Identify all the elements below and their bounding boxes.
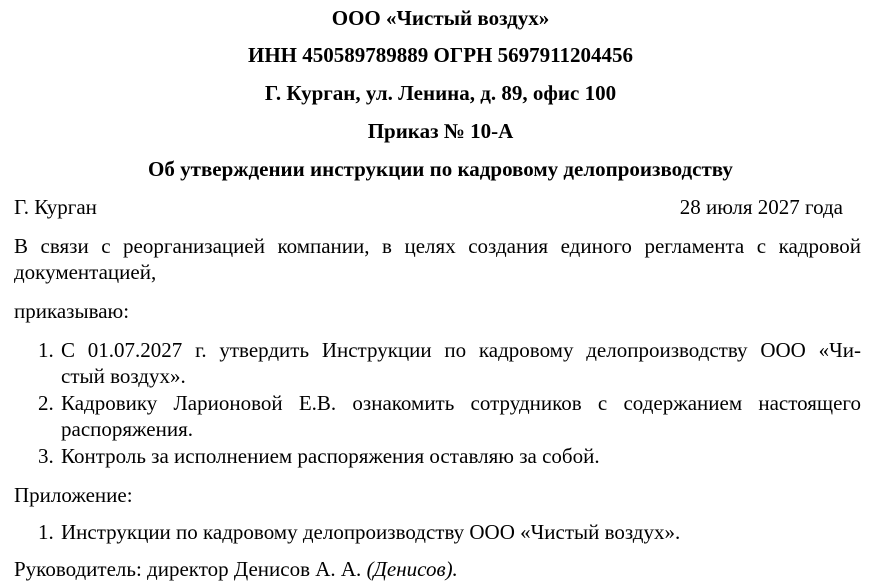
order-date: 28 июля 2027 года	[679, 195, 843, 219]
order-subject: Об утверждении инструкции по кадровому делопроизводству	[148, 157, 733, 181]
appendix-item-text: Инструкции по кадровому делопроизводству ООО «Чистый воздух».	[61, 520, 681, 544]
preamble-line-2: документацией,	[14, 260, 157, 284]
company-address: Г. Курган, ул. Ленина, д. 89, офис 100	[264, 81, 617, 105]
company-registration: ИНН 450589789889 ОГРН 5697911204456	[248, 43, 633, 67]
item-2-line-1: Кадровику Ларионовой Е.В. ознакомить сотрудников с содержанием настоящего	[61, 391, 861, 415]
item-1-line-1: С 01.07.2027 г. утвердить Инструкции по кадровому делопроизводству ООО «Чи-	[61, 338, 861, 362]
item-2-line-2: распоряжения.	[61, 417, 193, 441]
item-number: 3.	[38, 444, 54, 468]
item-number: 2.	[38, 391, 54, 415]
company-name: ООО «Чистый воздух»	[331, 6, 550, 30]
item-3-line-1: Контроль за исполнением распоряжения оставляю за собой.	[61, 444, 600, 468]
order-title: Приказ № 10-А	[367, 119, 514, 143]
signature-label: Руководитель: директор Денисов А. А.	[14, 557, 362, 581]
item-number: 1.	[38, 338, 54, 362]
appendix-item-number: 1.	[38, 520, 54, 544]
order-word: приказываю:	[14, 299, 130, 323]
signature-handwritten: (Денисов).	[366, 557, 458, 581]
signature-line	[14, 556, 458, 582]
order-city: Г. Курган	[14, 195, 97, 219]
item-1-line-2: стый воздух».	[61, 364, 186, 388]
preamble-line-1: В связи с реорганизацией компании, в целях создания единого регламента с кадровой	[14, 234, 861, 258]
appendix-title: Приложение:	[14, 483, 133, 507]
